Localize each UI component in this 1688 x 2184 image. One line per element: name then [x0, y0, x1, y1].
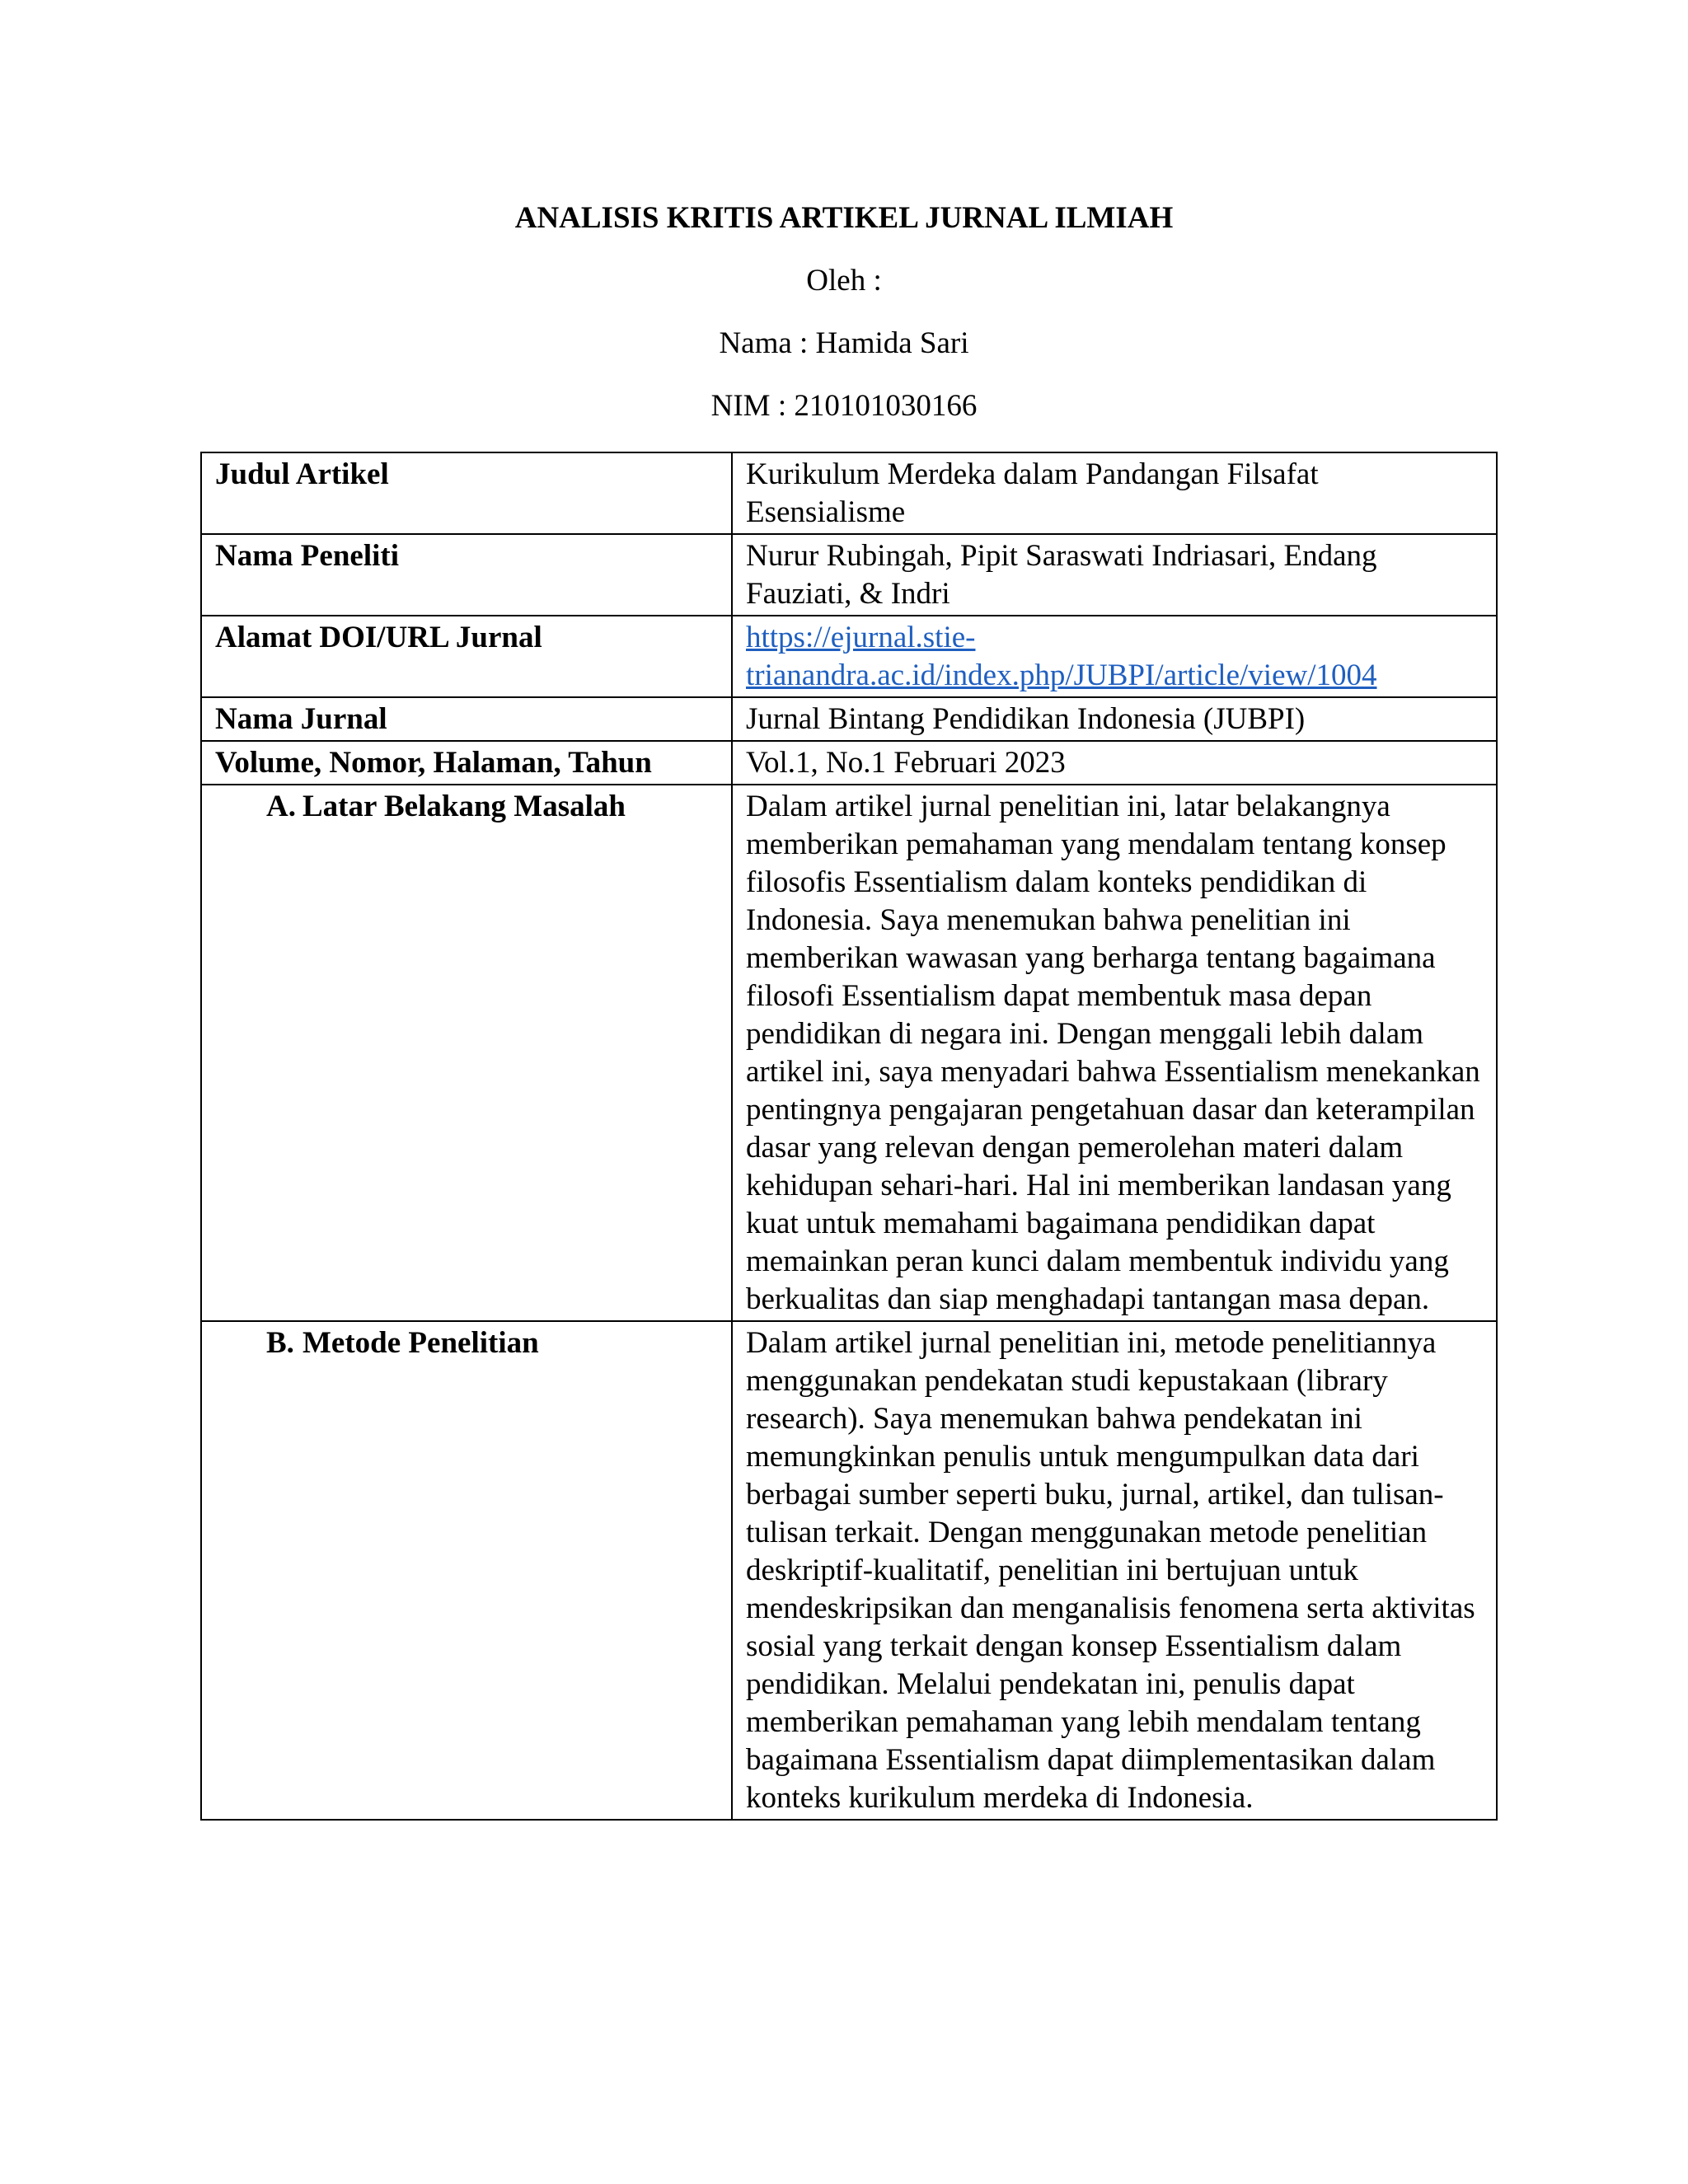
doi-link[interactable]: [746, 621, 1377, 692]
row-value-volume: Vol.1, No.1 Februari 2023: [732, 741, 1497, 785]
table-row-method: [201, 1321, 1497, 1820]
section-text-background: Dalam artikel jurnal penelitian ini, latar belakangnya memberikan pemahaman yang mendalam tentang konsep filosofis Essentialism dalam konteks pendidikan di Indonesia. Saya menemukan bahwa penelitian ini memberikan wawasan yang berharga tentang bagaimana filosofi Essentialism dapat membentuk masa depan pendidikan di negara ini. Dengan menggali lebih dalam artikel ini, saya menyadari bahwa Essentialism menekankan pentingnya pengajaran pengetahuan dasar dan keterampilan dasar yang relevan dengan pemerolehan materi dalam kehidupan sehari-hari. Hal ini memberikan landasan yang kuat untuk memahami bagaimana pendidikan dapat memainkan peran kunci dalam membentuk individu yang berkualitas dan siap menghadapi tantangan masa depan.: [732, 785, 1497, 1321]
section-letter-b: B.: [266, 1326, 294, 1360]
analysis-table: [200, 452, 1498, 1821]
table-row-background: [201, 785, 1497, 1321]
table-row-volume: [201, 741, 1497, 785]
author-name: Nama : Hamida Sari: [719, 326, 969, 360]
row-label-doi: Alamat DOI/URL Jurnal: [201, 616, 732, 697]
table-row-journal: [201, 697, 1497, 741]
author-nim: NIM : 210101030166: [710, 389, 978, 423]
section-label-method: [201, 1321, 732, 1820]
section-title-background: Latar Belakang Masalah: [302, 790, 626, 823]
doi-link-part-2: trianandra.ac.id/index.php/JUBPI/article/view/1004: [746, 658, 1377, 692]
section-text-method: Dalam artikel jurnal penelitian ini, metode penelitiannya menggunakan pendekatan studi kepustakaan (library research). Saya menemukan bahwa pendekatan ini memungkinkan penulis untuk mengumpulkan data dari berbagai sumber seperti buku, jurnal, artikel, dan tulisan-tulisan terkait. Dengan menggunakan metode penelitian deskriptif-kualitatif, penelitian ini bertujuan untuk mendeskripsikan dan menganalisis fenomena serta aktivitas sosial yang terkait dengan konsep Essentialism dalam pendidikan. Melalui pendekatan ini, penulis dapat memberikan pemahaman yang lebih mendalam tentang bagaimana Essentialism dapat diimplementasikan dalam konteks kurikulum merdeka di Indonesia.: [732, 1321, 1497, 1820]
table-row-title: [201, 452, 1497, 534]
row-label-title: Judul Artikel: [201, 452, 732, 534]
row-label-researchers: Nama Peneliti: [201, 534, 732, 616]
table-row-doi: [201, 616, 1497, 697]
row-label-volume: Volume, Nomor, Halaman, Tahun: [201, 741, 732, 785]
table-row-researchers: [201, 534, 1497, 616]
row-value-journal: Jurnal Bintang Pendidikan Indonesia (JUBPI): [732, 697, 1497, 741]
row-value-researchers: Nurur Rubingah, Pipit Saraswati Indriasari, Endang Fauziati, & Indri: [732, 534, 1497, 616]
document-title: ANALISIS KRITIS ARTIKEL JURNAL ILMIAH: [514, 201, 1174, 235]
author-by-label: Oleh :: [806, 264, 882, 298]
row-value-title: Kurikulum Merdeka dalam Pandangan Filsafat Esensialisme: [732, 452, 1497, 534]
section-title-method: Metode Penelitian: [302, 1326, 539, 1360]
row-label-journal: Nama Jurnal: [201, 697, 732, 741]
section-letter-a: A.: [266, 790, 296, 823]
row-value-doi: [732, 616, 1497, 697]
section-label-background: [201, 785, 732, 1321]
doi-link-part-1: https://ejurnal.stie-: [746, 621, 976, 654]
